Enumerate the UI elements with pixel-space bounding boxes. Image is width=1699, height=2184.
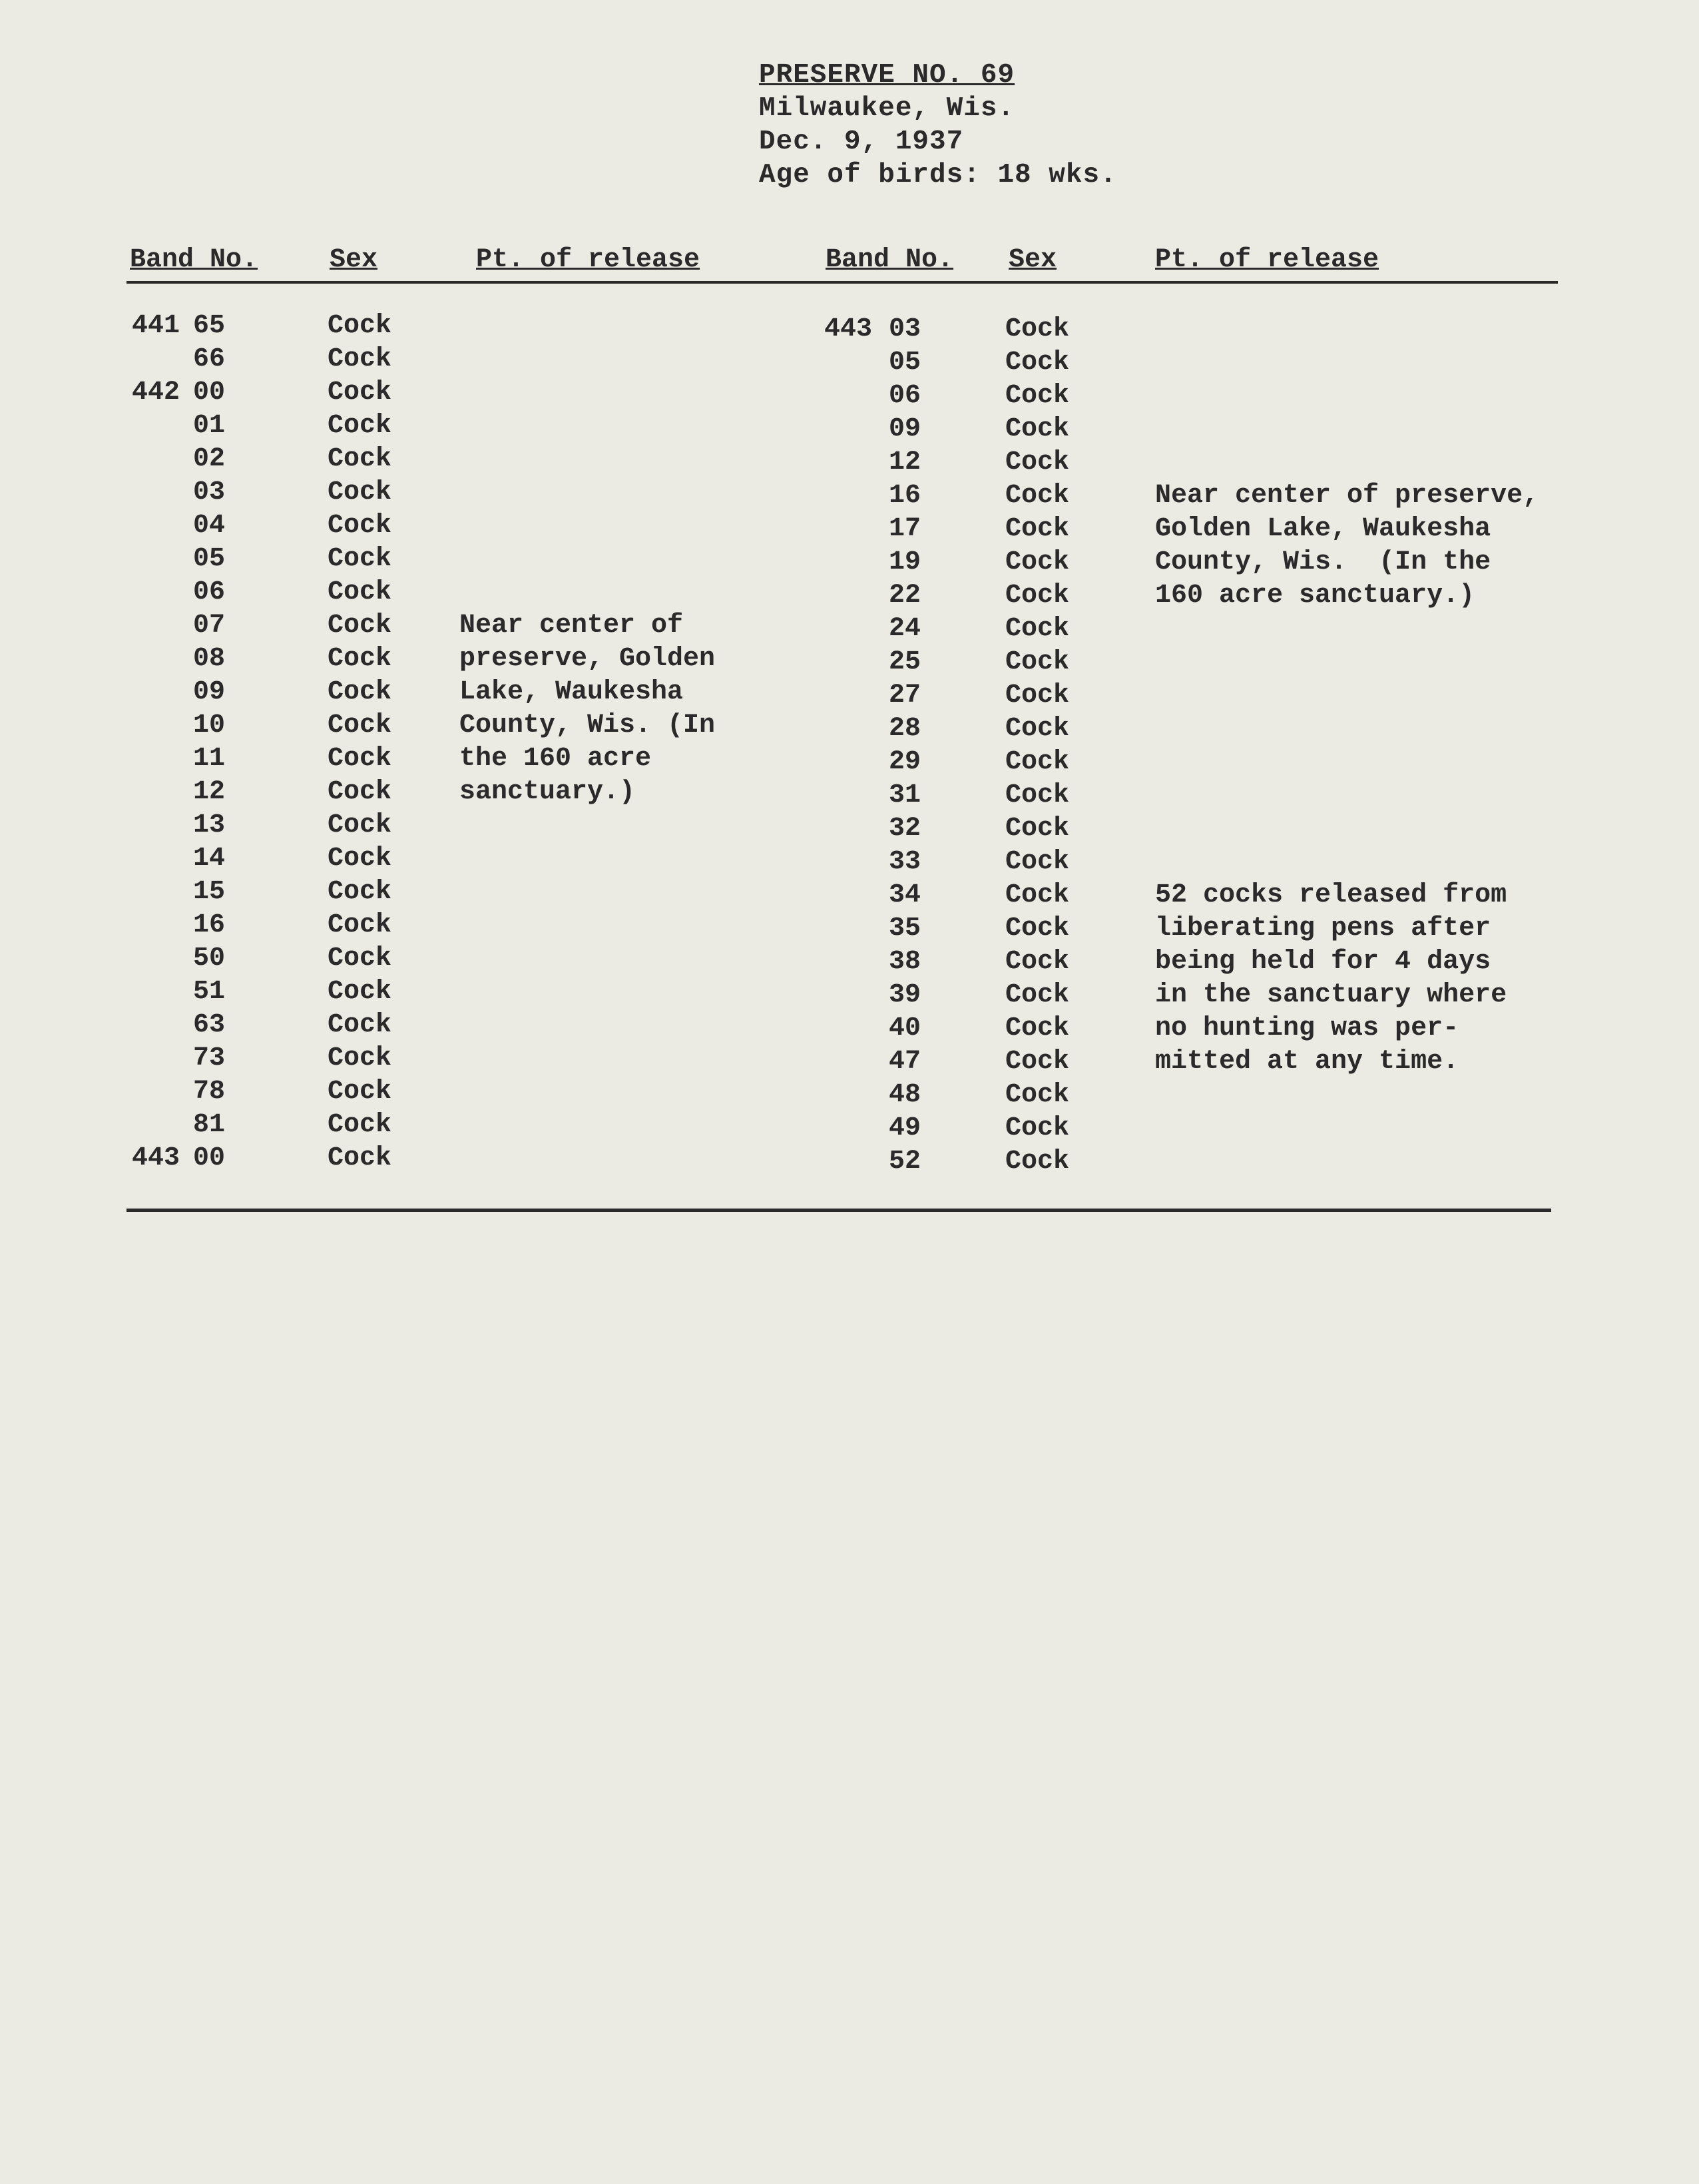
release-note-line: County, Wis. (In the xyxy=(1155,547,1491,577)
band-prefix xyxy=(816,812,872,846)
header-rule xyxy=(126,281,1558,284)
band-prefix xyxy=(816,1012,872,1045)
sex-value: Cock xyxy=(1005,1047,1070,1077)
band-number: 31 xyxy=(889,780,921,810)
band-number: 09 xyxy=(193,677,226,707)
band-number: 02 xyxy=(193,444,226,474)
band-number: 07 xyxy=(193,611,226,641)
sex-value: Cock xyxy=(328,877,392,907)
band-number: 81 xyxy=(193,1110,226,1140)
band-prefix xyxy=(816,546,872,579)
band-prefix xyxy=(123,643,180,676)
sex-value: Cock xyxy=(1005,547,1070,577)
band-prefix xyxy=(123,809,180,842)
sex-value: Cock xyxy=(1005,1113,1070,1143)
sex-value: Cock xyxy=(328,677,392,707)
band-prefix xyxy=(816,712,872,746)
band-number: 47 xyxy=(889,1047,921,1077)
band-prefix xyxy=(123,742,180,776)
band-prefix xyxy=(816,1045,872,1079)
sex-value: Cock xyxy=(1005,914,1070,944)
sex-value: Cock xyxy=(328,977,392,1007)
sex-value: Cock xyxy=(1005,980,1070,1010)
band-number: 65 xyxy=(193,311,226,341)
band-number: 39 xyxy=(889,980,921,1010)
band-prefix xyxy=(123,609,180,643)
right-sex-column xyxy=(1005,313,1105,1179)
band-number: 63 xyxy=(193,1010,226,1040)
band-number: 50 xyxy=(193,944,226,973)
release-note-line: County, Wis. (In xyxy=(459,710,716,740)
band-number: 00 xyxy=(193,378,226,408)
band-number: 22 xyxy=(889,581,921,611)
band-prefix xyxy=(816,413,872,446)
sex-value: Cock xyxy=(328,1010,392,1040)
release-note-line: being held for 4 days xyxy=(1155,947,1491,977)
band-number: 17 xyxy=(889,514,921,544)
band-prefix xyxy=(123,876,180,909)
band-prefix xyxy=(816,613,872,646)
band-prefix: 443 xyxy=(131,1143,180,1173)
band-prefix xyxy=(123,410,180,443)
band-number: 13 xyxy=(193,810,226,840)
band-number: 51 xyxy=(193,977,226,1007)
sex-value: Cock xyxy=(1005,348,1070,378)
band-prefix xyxy=(816,879,872,912)
sex-value: Cock xyxy=(328,311,392,341)
right-band-column xyxy=(889,313,949,1179)
band-number: 52 xyxy=(889,1147,921,1177)
band-number: 34 xyxy=(889,880,921,910)
band-prefix xyxy=(816,946,872,979)
band-number: 03 xyxy=(889,314,921,344)
release-note-line: 160 acre sanctuary.) xyxy=(1155,581,1475,611)
release-note-line: Lake, Waukesha xyxy=(459,677,684,707)
band-prefix xyxy=(123,776,180,809)
band-prefix xyxy=(816,1079,872,1112)
release-note-line: Near center of preserve, xyxy=(1155,481,1539,511)
release-note-line: Near center of xyxy=(459,611,684,641)
band-prefix xyxy=(123,709,180,742)
sex-value: Cock xyxy=(328,1077,392,1107)
release-note-line: the 160 acre xyxy=(459,744,652,774)
band-number: 06 xyxy=(193,577,226,607)
band-prefix xyxy=(816,1112,872,1145)
sex-value: Cock xyxy=(1005,1147,1070,1177)
sex-value: Cock xyxy=(1005,414,1070,444)
band-prefix xyxy=(816,1145,872,1179)
band-number: 14 xyxy=(193,844,226,874)
release-note-line: preserve, Golden xyxy=(459,644,716,674)
sex-value: Cock xyxy=(1005,947,1070,977)
band-number: 38 xyxy=(889,947,921,977)
band-prefix xyxy=(816,746,872,779)
band-prefix xyxy=(123,676,180,709)
sex-value: Cock xyxy=(1005,747,1070,777)
sex-value: Cock xyxy=(1005,814,1070,844)
band-number: 05 xyxy=(889,348,921,378)
sex-value: Cock xyxy=(328,477,392,507)
band-number: 11 xyxy=(193,744,226,774)
band-prefix xyxy=(816,779,872,812)
band-number: 35 xyxy=(889,914,921,944)
band-prefix xyxy=(123,942,180,975)
release-note-line: mitted at any time. xyxy=(1155,1047,1459,1077)
band-number: 04 xyxy=(193,511,226,541)
band-number: 19 xyxy=(889,547,921,577)
band-number: 12 xyxy=(889,447,921,477)
sex-value: Cock xyxy=(328,944,392,973)
band-number: 25 xyxy=(889,647,921,677)
right-release-note-1 xyxy=(1155,479,1539,613)
left-release-note xyxy=(459,609,715,809)
sex-value: Cock xyxy=(328,511,392,541)
band-prefix xyxy=(123,509,180,543)
sex-value: Cock xyxy=(328,1110,392,1140)
sex-value: Cock xyxy=(1005,880,1070,910)
band-number: 29 xyxy=(889,747,921,777)
band-number: 40 xyxy=(889,1013,921,1043)
release-note-line: liberating pens after xyxy=(1155,914,1491,944)
sex-value: Cock xyxy=(1005,647,1070,677)
location: Milwaukee, Wis. xyxy=(759,93,1015,124)
right-prefix-column xyxy=(816,313,872,1179)
sex-value: Cock xyxy=(1005,447,1070,477)
col-header-sex-left: Sex xyxy=(330,245,378,275)
col-header-release-left: Pt. of release xyxy=(476,245,700,275)
band-prefix xyxy=(123,909,180,942)
band-number: 03 xyxy=(193,477,226,507)
band-number: 78 xyxy=(193,1077,226,1107)
band-prefix xyxy=(816,846,872,879)
sex-value: Cock xyxy=(1005,780,1070,810)
band-number: 32 xyxy=(889,814,921,844)
sex-value: Cock xyxy=(328,710,392,740)
left-sex-column xyxy=(328,310,427,1175)
band-prefix xyxy=(816,479,872,513)
band-prefix xyxy=(123,842,180,876)
band-number: 66 xyxy=(193,344,226,374)
band-number: 00 xyxy=(193,1143,226,1173)
preserve-title: PRESERVE NO. 69 xyxy=(759,60,1015,91)
sex-value: Cock xyxy=(328,611,392,641)
sex-value: Cock xyxy=(328,844,392,874)
band-prefix xyxy=(123,343,180,376)
sex-value: Cock xyxy=(1005,681,1070,710)
band-number: 48 xyxy=(889,1080,921,1110)
date: Dec. 9, 1937 xyxy=(759,127,964,157)
col-header-band-right: Band No. xyxy=(826,245,954,275)
footer-rule xyxy=(126,1209,1551,1212)
col-header-release-right: Pt. of release xyxy=(1155,245,1379,275)
band-number: 28 xyxy=(889,714,921,744)
sex-value: Cock xyxy=(328,544,392,574)
band-number: 05 xyxy=(193,544,226,574)
bird-age: Age of birds: 18 wks. xyxy=(759,160,1117,190)
sex-value: Cock xyxy=(1005,614,1070,644)
band-prefix xyxy=(123,576,180,609)
band-prefix xyxy=(123,443,180,476)
band-prefix xyxy=(816,646,872,679)
sex-value: Cock xyxy=(328,744,392,774)
band-number: 10 xyxy=(193,710,226,740)
release-note-line: sanctuary.) xyxy=(459,777,636,807)
release-note-line: in the sanctuary where xyxy=(1155,980,1507,1010)
left-prefix-column xyxy=(123,310,180,1175)
sex-value: Cock xyxy=(328,344,392,374)
right-release-note-2 xyxy=(1155,879,1507,1079)
band-number: 08 xyxy=(193,644,226,674)
sex-value: Cock xyxy=(328,1143,392,1173)
band-prefix xyxy=(816,679,872,712)
sex-value: Cock xyxy=(1005,847,1070,877)
band-number: 15 xyxy=(193,877,226,907)
band-prefix xyxy=(123,543,180,576)
sex-value: Cock xyxy=(1005,514,1070,544)
band-number: 12 xyxy=(193,777,226,807)
band-prefix xyxy=(816,912,872,946)
band-number: 73 xyxy=(193,1043,226,1073)
left-band-column xyxy=(193,310,253,1175)
band-prefix xyxy=(816,579,872,613)
band-prefix xyxy=(816,979,872,1012)
band-number: 16 xyxy=(889,481,921,511)
band-prefix xyxy=(816,346,872,380)
band-number: 24 xyxy=(889,614,921,644)
band-prefix xyxy=(123,1109,180,1142)
sex-value: Cock xyxy=(328,444,392,474)
band-prefix xyxy=(123,1009,180,1042)
sex-value: Cock xyxy=(328,1043,392,1073)
release-note-line: 52 cocks released from xyxy=(1155,880,1507,910)
band-prefix xyxy=(123,1075,180,1109)
sex-value: Cock xyxy=(328,378,392,408)
sex-value: Cock xyxy=(328,910,392,940)
band-number: 16 xyxy=(193,910,226,940)
band-prefix xyxy=(123,476,180,509)
sex-value: Cock xyxy=(328,644,392,674)
sex-value: Cock xyxy=(328,777,392,807)
band-number: 09 xyxy=(889,414,921,444)
band-prefix: 442 xyxy=(131,378,180,408)
release-note-line: no hunting was per- xyxy=(1155,1013,1459,1043)
band-number: 06 xyxy=(889,381,921,411)
band-number: 27 xyxy=(889,681,921,710)
band-prefix xyxy=(123,1042,180,1075)
sex-value: Cock xyxy=(1005,581,1070,611)
sex-value: Cock xyxy=(328,411,392,441)
sex-value: Cock xyxy=(328,577,392,607)
sex-value: Cock xyxy=(1005,314,1070,344)
band-prefix: 443 xyxy=(824,314,872,344)
release-note-line: Golden Lake, Waukesha xyxy=(1155,514,1491,544)
sex-value: Cock xyxy=(1005,481,1070,511)
sex-value: Cock xyxy=(1005,1013,1070,1043)
band-number: 49 xyxy=(889,1113,921,1143)
band-number: 01 xyxy=(193,411,226,441)
sex-value: Cock xyxy=(1005,381,1070,411)
band-prefix xyxy=(816,380,872,413)
sex-value: Cock xyxy=(1005,1080,1070,1110)
sex-value: Cock xyxy=(1005,714,1070,744)
band-prefix xyxy=(123,975,180,1009)
band-prefix xyxy=(816,446,872,479)
band-prefix: 441 xyxy=(131,311,180,341)
band-number: 33 xyxy=(889,847,921,877)
col-header-sex-right: Sex xyxy=(1009,245,1057,275)
sex-value: Cock xyxy=(328,810,392,840)
band-prefix xyxy=(816,513,872,546)
col-header-band-left: Band No. xyxy=(130,245,258,275)
